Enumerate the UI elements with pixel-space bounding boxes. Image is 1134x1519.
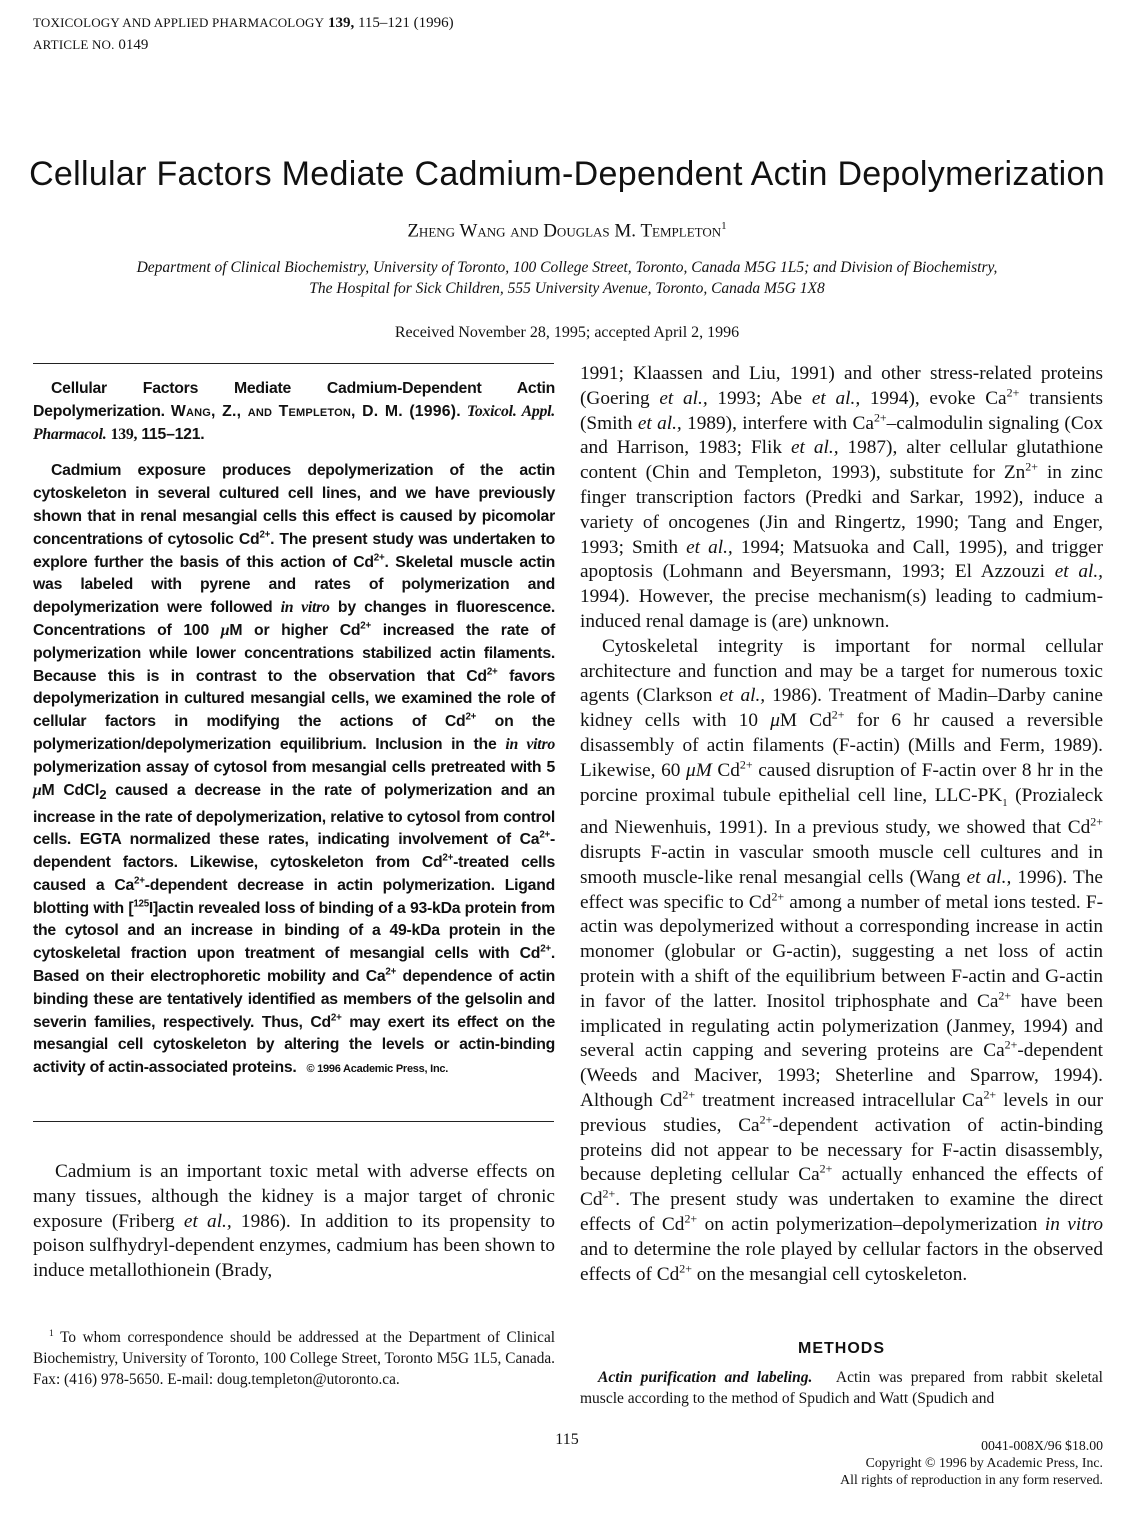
journal-citation-line [33, 12, 454, 34]
abstract-citation [33, 378, 555, 446]
abstract-cite-journal: Toxicol. Appl. Pharmacol. [33, 402, 555, 443]
abstract-top-rule [33, 363, 554, 364]
methods-heading: METHODS [798, 1340, 885, 1357]
methods-lead: Actin purification and labeling. [598, 1369, 813, 1386]
author-line [0, 220, 1134, 242]
right-column-body [580, 362, 1103, 1287]
intro-paragraph-1-continued: 1991; Klaassen and Liu, 1991) and other stress-related proteins (Goering et al., 1993; Abe et al., 1994), evoke $Ca^{2+}$ transients (Smith et al., 1989), interfere with $Ca^{2+}$–calmodulin signaling (Cox and Harrison, 1983; Flik et al., 1987), alter cellular glutathione content (Chin and Templeton, 1993), substitute for $Zn^{2+}$ in zinc finger transcription factors (Predki and Sarkar, 1992), induce a variety of oncogenes (Jin and Ringertz, 1990; Tang and Enger, 1993; Smith et al., 1994; Matsuoka and Call, 1995), and trigger apoptosis (Lohmann and Beyersmann, 1993; El Azzouzi et al., 1994). However, the precise mechanism(s) leading to cadmium-induced renal damage is (are) unknown. [580, 363, 1104, 632]
abstract-bottom-rule [33, 1121, 554, 1122]
article-number: 0149 [118, 37, 149, 53]
journal-volume: 139, [327, 15, 355, 31]
abstract-copyright: © 1996 Academic Press, Inc. [306, 1063, 449, 1076]
footnote-mark: 1 [49, 1328, 54, 1339]
intro-paragraph-1: Cadmium is an important toxic metal with adverse effects on many tissues, although the kidney is a major target of chronic exposure (Friberg et al., 1986). In addition to its propensity to poison sulfhydryl-dependent enzymes, cadmium has been shown to induce metallothionein (Brady, [33, 1161, 556, 1282]
abstract-cite-title: Cellular Factors Mediate Cadmium-Dependent Actin Depolymerization. [33, 380, 555, 420]
article-label: ARTICLE NO. [33, 37, 115, 52]
left-column-body [33, 1160, 555, 1284]
abstract-cite-volume: 139, [110, 425, 138, 443]
imprint-code: 0041-008X/96 $18.00 [981, 1438, 1103, 1453]
page-number: 115 [555, 1431, 579, 1448]
abstract-cite-authors: Wang, Z., and Templeton, D. M. (1996). [170, 402, 461, 420]
footnote [33, 1327, 555, 1390]
journal-pages-year: 115–121 (1996) [357, 15, 454, 31]
abstract-body: Cadmium exposure produces depolymerization of the actin cytoskeleton in several cultured cell lines, and we have previously shown that in renal mesangial cells this effect is caused by picomolar concentrations of cytosolic $Cd^{2+}$. The present study was undertaken to explore further the basis of this action of $Cd^{2+}$. Skeletal muscle actin was labeled with pyrene and rates of polymerization and depolymerization were followed in vitro by changes in fluorescence. Concentrations of 100 μM or higher $Cd^{2+}$ increased the rate of polymerization while lower concentrations stabilized actin filaments. Because this is in contrast to the observation that $Cd^{2+}$ favors depolymerization in cultured mesangial cells, we examined the role of cellular factors in modifying the actions of $Cd^{2+}$ on the polymerization/depolymerization equilibrium. Inclusion in the in vitro polymerization assay of cytosol from mesangial cells pretreated with 5 μM CdCl$_2$ caused a decrease in the rate of polymerization and an increase in the rate of depolymerization, relative to cytosol from control cells. EGTA normalized these rates, indicating involvement of $Ca^{2+}$-dependent factors. Likewise, cytoskeleton from $Cd^{2+}$-treated cells caused a $Ca^{2+}$-dependent decrease in actin polymerization. Ligand blotting with [$^{125}$I]actin revealed loss of binding of a 93-kDa protein from the cytosol and an increase in binding of a 49-kDa protein in the cytoskeletal fraction upon treatment of mesangial cells with $Cd^{2+}$. Based on their electrophoretic mobility and $Ca^{2+}$ dependence of actin binding these are tentatively identified as members of the gelsolin and severin families, respectively. Thus, $Cd^{2+}$ may exert its effect on the mesangial cell cytoskeleton by altering the levels or actin-binding activity of actin-associated proteins. © 1996 Academic Press, Inc. [33, 462, 556, 1077]
abstract-cite-pages: 115–121. [141, 425, 205, 443]
article-number-line [33, 34, 454, 56]
journal-name: TOXICOLOGY AND APPLIED PHARMACOLOGY [33, 15, 325, 30]
affiliation-line-1: Department of Clinical Biochemistry, University of Toronto, 100 College Street, Toronto, Canada M5G 1L5; and Division of Biochemistry, [136, 259, 998, 276]
received-dates: Received November 28, 1995; accepted April 2, 1996 [394, 324, 740, 341]
author-footnote-mark: 1 [721, 220, 727, 232]
affiliation [40, 257, 1094, 299]
article-title: Cellular Factors Mediate Cadmium-Dependent Actin Depolymerization [29, 155, 1105, 193]
methods-text: Actin was prepared from rabbit skeletal muscle according to the method of Spudich and Watt (Spudich and [580, 1369, 1103, 1407]
affiliation-line-2: The Hospital for Sick Children, 555 University Avenue, Toronto, Canada M5G 1X8 [309, 280, 825, 297]
footnote-text: To whom correspondence should be addressed at the Department of Clinical Biochemistry, University of Toronto, 100 College Street, Toronto M5G 1L5, Canada. Fax: (416) 978-5650. E-mail: doug.templeton@utoronto.ca. [33, 1329, 555, 1388]
running-head [33, 12, 454, 56]
authors: Zheng Wang and Douglas M. Templeton [407, 220, 722, 242]
intro-paragraph-2: Cytoskeletal integrity is important for normal cellular architecture and function and may be a target for numerous toxic agents (Clarkson et al., 1986). Treatment of Madin–Darby canine kidney cells with 10 μM $Cd^{2+}$ for 6 hr caused a reversible disassembly of actin filaments (F-actin) (Mills and Ferm, 1989). Likewise, 60 μM $Cd^{2+}$ caused disruption of F-actin over 8 hr in the porcine proximal tubule epithelial cell line, LLC-$PK_1$ (Prozialeck and Niewenhuis, 1991). In a previous study, we showed that $Cd^{2+}$ disrupts F-actin in vascular smooth muscle cell cultures and in smooth muscle-like renal mesangial cells (Wang et al., 1996). The effect was specific to $Cd^{2+}$ among a number of metal ions tested. F-actin was depolymerized without a corresponding increase in actin monomer (globular or G-actin), suggesting a net loss of actin protein with a shift of the equilibrium between F-actin and G-actin in favor of the latter. Inositol triphosphate and $Ca^{2+}$ have been implicated in regulating actin polymerization (Janmey, 1994) and several actin capping and severing proteins are $Ca^{2+}$-dependent (Weeds and Maciver, 1993; Sheterline and Sparrow, 1994). Although $Cd^{2+}$ treatment increased intracellular $Ca^{2+}$ levels in our previous studies, $Ca^{2+}$-dependent activation of actin-binding proteins did not appear to be necessary for F-actin disassembly, because depleting cellular $Ca^{2+}$ actually enhanced the effects of $Cd^{2+}$. The present study was undertaken to examine the direct effects of $Cd^{2+}$ on actin polymerization–depolymerization in vitro and to determine the role played by cellular factors in the observed effects of $Cd^{2+}$ on the mesangial cell cytoskeleton. [580, 635, 1104, 1285]
imprint [840, 1437, 1103, 1488]
abstract [33, 378, 555, 1081]
imprint-copyright: Copyright © 1996 by Academic Press, Inc. [865, 1455, 1103, 1470]
imprint-rights: All rights of reproduction in any form reserved. [840, 1472, 1103, 1487]
methods-paragraph [580, 1367, 1103, 1409]
